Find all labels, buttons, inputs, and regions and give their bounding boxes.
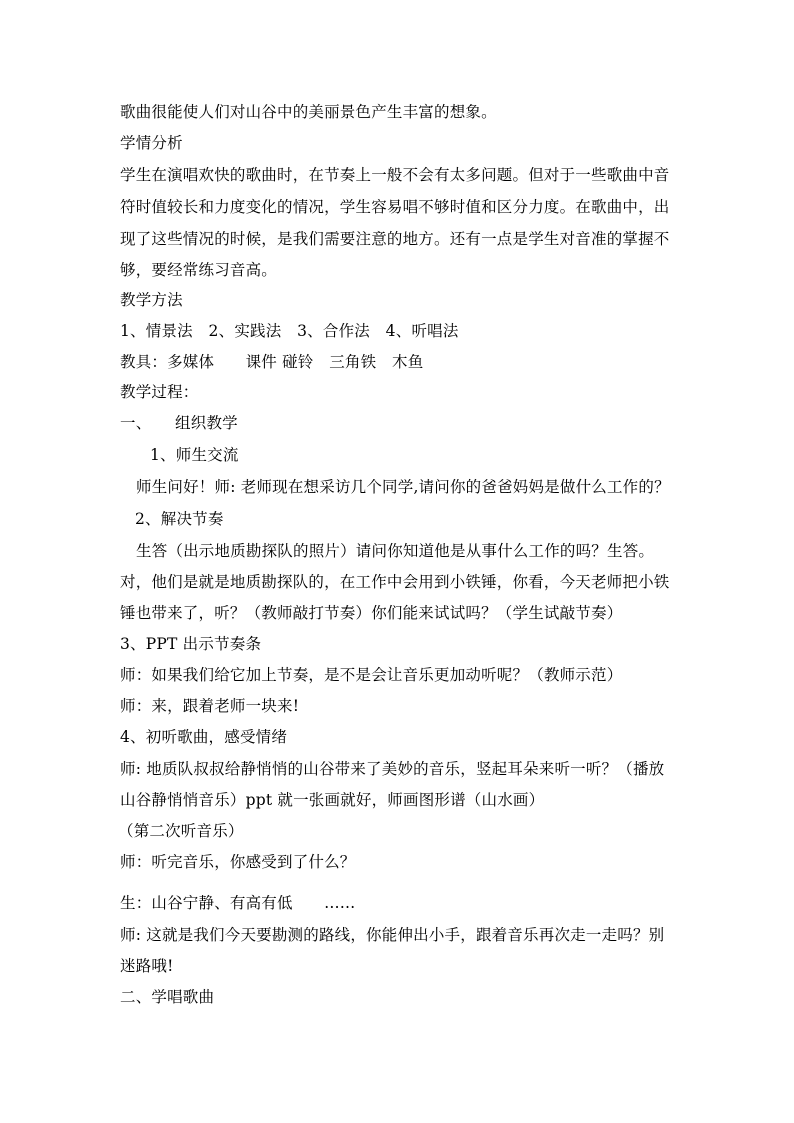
paragraph-line: 锤也带来了，听？（教师敲打节奏）你们能来试试吗？（学生试敲节奏） xyxy=(120,604,623,622)
paragraph-line: 山谷静悄悄音乐）ppt 就一张画就好，师画图形谱（山水画） xyxy=(120,791,545,809)
section-heading: 二、学唱歌曲 xyxy=(120,988,215,1006)
section-heading: 一、 组织教学 xyxy=(120,414,238,432)
paragraph-line: 学生在演唱欢快的歌曲时，在节奏上一般不会有太多问题。但对于一些歌曲中音 xyxy=(120,166,670,184)
section-heading: 教学过程： xyxy=(120,383,199,401)
paragraph-line: 生答（出示地质勘探队的照片）请问你知道他是从事什么工作的吗？生答。 xyxy=(136,542,655,560)
paragraph-line: 师：来，跟着老师一块来! xyxy=(120,697,300,715)
subsection-heading: 4、初听歌曲，感受情绪 xyxy=(120,728,288,746)
paragraph-line: 生：山谷宁静、有高有低 …… xyxy=(120,894,356,912)
paragraph-line: 教具：多媒体 课件 碰铃 三角铁 木鱼 xyxy=(120,353,424,371)
paragraph-line: 够，要经常练习音高。 xyxy=(120,261,278,279)
paragraph-line: 歌曲很能使人们对山谷中的美丽景色产生丰富的想象。 xyxy=(120,103,497,121)
paragraph-line: （第二次听音乐） xyxy=(118,822,244,840)
paragraph-line: 1、情景法 2、实践法 3、合作法 4、听唱法 xyxy=(120,322,459,340)
subsection-heading: 3、PPT 出示节奏条 xyxy=(120,635,262,653)
paragraph-line: 师生问好！师: 老师现在想采访几个同学,请问你的爸爸妈妈是做什么工作的？ xyxy=(136,478,670,496)
paragraph-line: 符时值较长和力度变化的情况，学生容易唱不够时值和区分力度。在歌曲中，出 xyxy=(120,198,670,216)
paragraph-line: 师：听完音乐，你感受到了什么？ xyxy=(120,853,356,871)
paragraph-line: 现了这些情况的时候，是我们需要注意的地方。还有一点是学生对音准的掌握不 xyxy=(120,230,670,248)
subsection-heading: 1、师生交流 xyxy=(150,446,239,464)
paragraph-line: 对，他们是就是地质勘探队的，在工作中会用到小铁锤，你看，今天老师把小铁 xyxy=(120,573,670,591)
subsection-heading: 2、解决节奏 xyxy=(135,510,224,528)
paragraph-line: 师: 地质队叔叔给静悄悄的山谷带来了美妙的音乐，竖起耳朵来听一听？（播放 xyxy=(120,760,665,778)
paragraph-line: 师：如果我们给它加上节奏，是不是会让音乐更加动听呢？（教师示范） xyxy=(120,666,623,684)
section-heading: 教学方法 xyxy=(120,291,183,309)
paragraph-line: 迷路哦! xyxy=(120,957,174,975)
paragraph-line: 师: 这就是我们今天要勘测的路线，你能伸出小手，跟着音乐再次走一走吗？别 xyxy=(120,926,665,944)
section-heading: 学情分析 xyxy=(120,134,183,152)
